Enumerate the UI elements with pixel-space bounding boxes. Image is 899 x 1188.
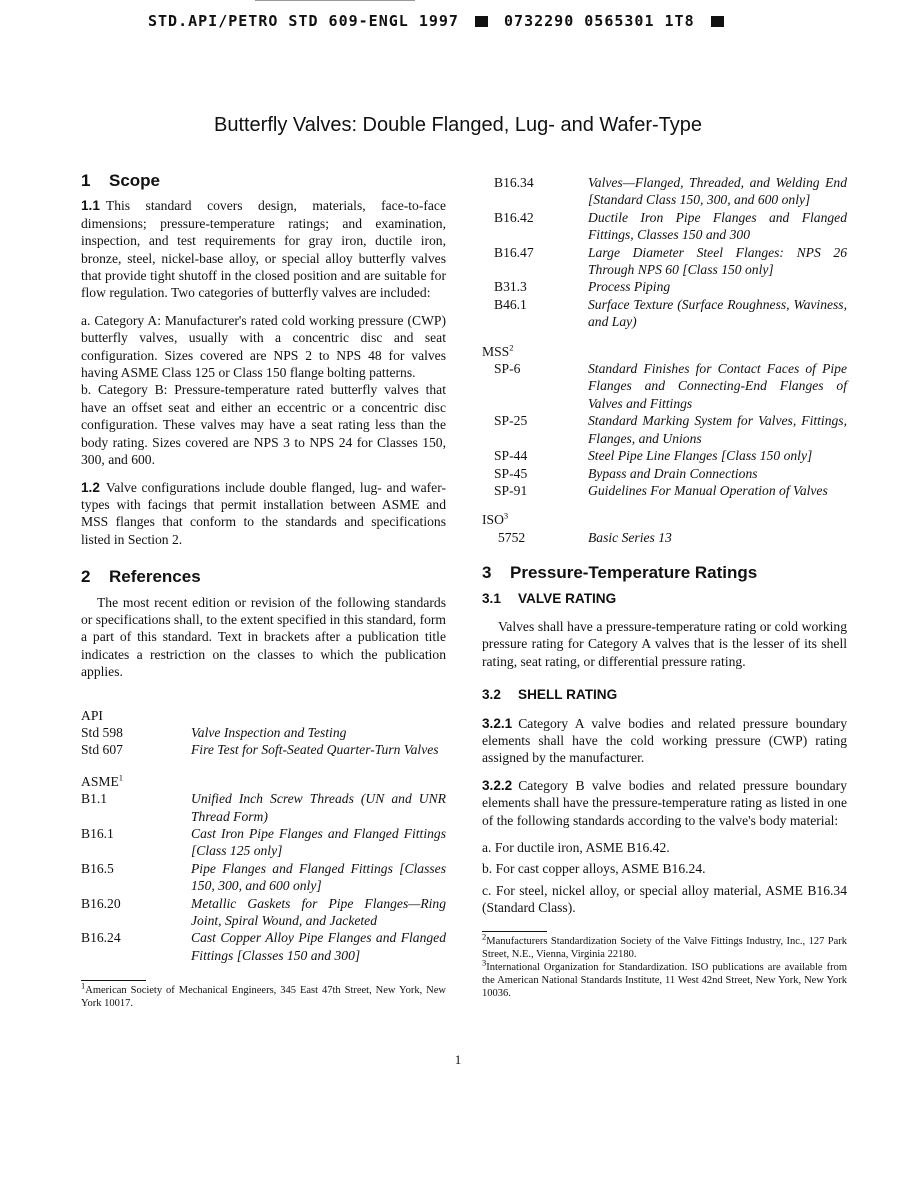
header-code-2: 0565301 — [584, 12, 655, 30]
reference-row: Std 598 Valve Inspection and Testing — [81, 724, 347, 740]
reference-row: B16.24 Cast Copper Alloy Pipe Flanges and Flanged Fittings [Classes 150 and 300] — [81, 930, 446, 963]
header-block-mark — [711, 16, 724, 27]
reference-row: B16.5 Pipe Flanges and Flanged Fittings [Classes 150, 300, and 600 only] — [81, 860, 446, 894]
reference-row: B16.34 Valves—Flanged, Threaded, and Welding End [Standard Class 150, 300, and 600 only] — [494, 175, 847, 208]
paragraph-3-1: Valves shall have a pressure-temperature rating or cold working pressure rating for Category A valves that is the lesser of its shell rating, seat rating, or differential pressure rating. — [482, 618, 847, 669]
asme-references — [81, 773, 446, 964]
paragraph-3-2-1: 3.2.1 Category A valve bodies and related pressure boundary elements shall have the cold working pressure (CWP) rating assigned by the manufacturer. — [482, 715, 847, 766]
header-code-3: 1T8 — [664, 12, 695, 30]
reference-row: B16.42 Ductile Iron Pipe Flanges and Flanged Fittings, Classes 150 and 300 — [494, 209, 847, 243]
header-code-1: 0732290 — [504, 12, 575, 30]
material-list — [482, 839, 847, 917]
subsection-heading-shell-rating: 3.2 SHELL RATING — [482, 687, 618, 703]
reference-row: Std 607 Fire Test for Soft-Seated Quarter-Turn Valves — [81, 742, 439, 758]
footnote-2: $^2$Manufacturers Standardization Society of the Valve Fittings Industry, Inc., 127 Park Street, N.E., Vienna, Virginia 22180. — [482, 931, 847, 960]
references-intro: The most recent edition or revision of the following standards or specifications shall, to the extent specified in this standard, form a part of this standard. Text in brackets after a publication title indicates a restriction on the classes to which the publication applies. — [81, 594, 446, 680]
section-heading-ratings: 3 Pressure-Temperature Ratings — [482, 563, 758, 583]
reference-row: SP-6 Standard Finishes for Contact Faces of Pipe Flanges and Connecting-End Flanges of Valves and Fittings — [494, 361, 847, 411]
reference-row: SP-91 Guidelines For Manual Operation of Valves — [494, 482, 828, 498]
reference-row: SP-44 Steel Pipe Line Flanges [Class 150 only] — [494, 448, 813, 464]
header-block-mark — [475, 16, 488, 27]
reference-row: SP-45 Bypass and Drain Connections — [494, 465, 758, 481]
footnote-rule — [81, 980, 146, 981]
footnote-area-left — [81, 980, 446, 1010]
api-references — [81, 707, 446, 759]
reference-row: B46.1 Surface Texture (Surface Roughness, Waviness, and Lay) — [494, 296, 847, 330]
reference-row: B16.1 Cast Iron Pipe Flanges and Flanged Fittings [Class 125 only] — [81, 826, 446, 859]
list-item: a. For ductile iron, ASME B16.42. — [482, 840, 670, 855]
reference-row: B16.47 Large Diameter Steel Flanges: NPS 26 Through NPS 60 [Class 150 only] — [494, 244, 847, 278]
footnote-3: $^3$International Organization for Standardization. ISO publications are available from the American National Standards Institute, 11 West 42nd Street, New York, New York 10036. — [482, 957, 847, 999]
reference-row: 5752 Basic Series 13 — [498, 529, 672, 545]
asme-references-continued — [482, 174, 847, 331]
page-title: Butterfly Valves: Double Flanged, Lug- and Wafer-Type — [213, 114, 703, 136]
footnote-1: $^1$American Society of Mechanical Engineers, 345 East 47th Street, New York, New York 10017. — [81, 980, 446, 1010]
reference-row: SP-25 Standard Marking System for Valves, Fittings, Flanges, and Unions — [494, 413, 847, 446]
reference-row: B31.3 Process Piping — [494, 279, 671, 295]
footnote-rule — [482, 931, 547, 932]
paragraph-1-2: 1.2 Valve configurations include double flanged, lug- and wafer-types with facings that permit installation between ASME and MSS flanges that conform to the standards and specifications listed in Section 2. — [81, 479, 446, 547]
reference-row: B16.20 Metallic Gaskets for Pipe Flanges—Ring Joint, Spiral Wound, and Jacketed — [81, 895, 446, 929]
iso-references — [482, 511, 847, 546]
mss-references — [482, 343, 847, 500]
reference-row: B1.1 Unified Inch Screw Threads (UN and UNR Thread Form) — [81, 791, 446, 824]
subsection-heading-valve-rating: 3.1 VALVE RATING — [482, 590, 617, 606]
list-item: b. For cast copper alloys, ASME B16.24. — [482, 861, 706, 877]
top-edge-line — [255, 0, 415, 1]
org-asme: ASME$^1$ — [81, 772, 124, 789]
category-b: b. Category B: Pressure-temperature rated butterfly valves that have an offset seat and either an eccentric or a concentric disc configuration. These valves may have a seat rating less than the body rating. Sizes covered are NPS 3 to NPS 24 for Classes 150, 300, and 600. — [81, 382, 446, 468]
org-api: API — [81, 707, 103, 723]
org-mss: MSS$^2$ — [482, 342, 514, 359]
section-heading-scope: 1 Scope — [81, 171, 161, 190]
document-header — [148, 12, 730, 30]
org-iso: ISO$^3$ — [482, 510, 509, 528]
list-item: c. For steel, nickel alloy, or special alloy material, ASME B16.34 (Standard Class). — [482, 882, 847, 916]
paragraph-1-1: 1.1 This standard covers design, materials, face-to-face dimensions; pressure-temperature ratings; and examination, inspection, and test requirements for gray iron, ductile iron, bronze, steel, nickel-base alloy, or special alloy butterfly valves that provide tight shutoff in the closed position and are suitable for flow regulation. Two categories of butterfly valves are included: — [81, 198, 446, 301]
header-doc-id: STD.API/PETRO STD 609-ENGL 1997 — [148, 12, 459, 30]
right-column — [482, 174, 847, 1000]
category-a: a. Category A: Manufacturer's rated cold working pressure (CWP) butterfly valves, usually with a concentric disc and seat configuration. Sizes covered are NPS 2 to NPS 48 for valves having ASME Class 125 or Class 150 flange bolting patterns. — [81, 312, 446, 381]
paragraph-3-2-2: 3.2.2 Category B valve bodies and related pressure boundary elements shall have the pressure-temperature rating as listed in one of the following standards according to the valve's body material: — [482, 777, 847, 828]
section-heading-references: 2 References — [81, 567, 201, 587]
left-column — [81, 172, 446, 1010]
footnote-area-right — [482, 931, 847, 1000]
page-number: 1 — [454, 1052, 462, 1067]
